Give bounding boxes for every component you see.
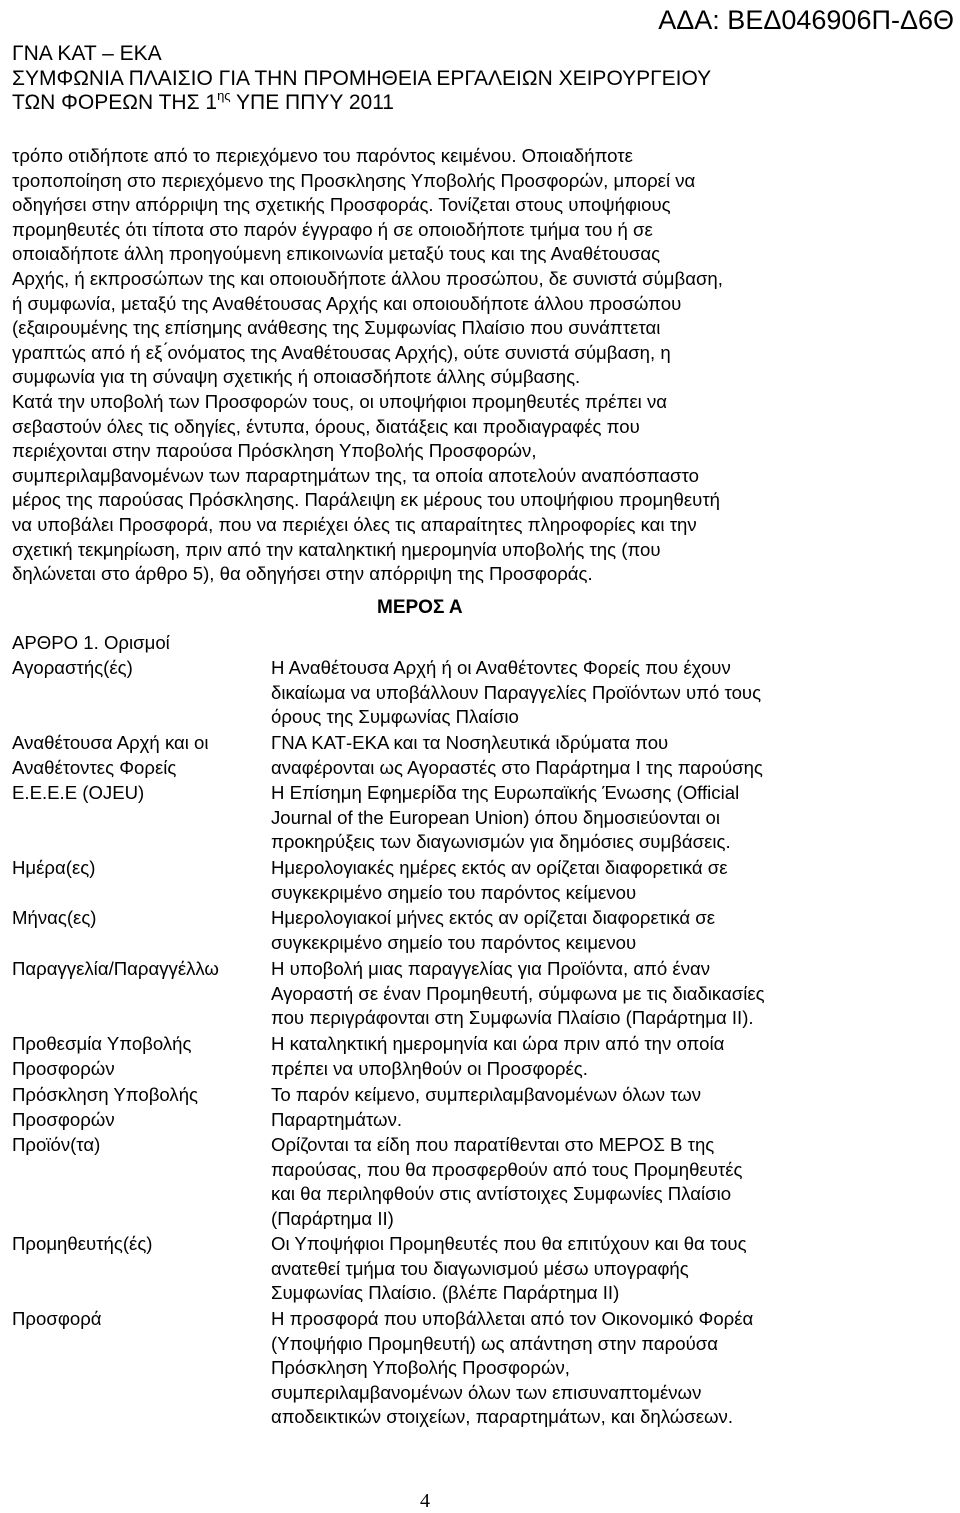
body-line: περιέχονται στην παρούσα Πρόσκληση Υποβολής Προσφορών,: [12, 440, 537, 462]
definition-term-line: Ημέρα(ες): [12, 857, 96, 878]
page-number: 4: [420, 1490, 430, 1512]
definition-term: [12, 1307, 267, 1332]
definition-description-line: συγκεκριμένο σημείο του παρόντος κείμενου: [271, 881, 637, 903]
definition-term-line: Προσφορών: [12, 1108, 115, 1130]
definition-description-line: αποδεικτικών στοιχείων, παραρτημάτων, και δηλώσεων.: [271, 1406, 734, 1428]
body-line: Αρχής, ή εκπροσώπων της και οποιουδήποτε άλλου προσώπου, δε συνιστά σύμβαση,: [12, 267, 723, 289]
definition-description-line: ανατεθεί τμήμα του διαγωνισμού μέσω υπογραφής: [271, 1257, 689, 1279]
definition-term: [12, 906, 267, 931]
definition-description-line: Οι Υποψήφιοι Προμηθευτές που θα επιτύχουν και θα τους: [271, 1233, 747, 1254]
definition-term-line: Πρόσκληση Υποβολής: [12, 1084, 198, 1105]
definition-description-line: Ημερολογιακοί μήνες εκτός αν ορίζεται διαφορετικά σε: [271, 907, 715, 928]
header-line-3: [12, 88, 711, 116]
definition-term: [12, 957, 267, 982]
definition-description-line: Journal of the European Union) όπου δημοσιεύονται οι: [271, 806, 720, 828]
definition-description-line: ΓΝΑ ΚΑΤ-ΕΚΑ και τα Νοσηλευτικά ιδρύματα που: [271, 732, 669, 753]
body-line: οδηγήσει στην απόρριψη της σχετικής Προσφοράς. Τονίζεται στους υποψήφιους: [12, 194, 671, 216]
definition-term: [12, 656, 267, 681]
body-line: τρόπο οτιδήποτε από το περιεχόμενο του παρόντος κειμένου. Οποιαδήποτε: [12, 145, 633, 166]
definition-term: [12, 781, 267, 806]
definition-description-line: που περιγράφονται στη Συμφωνία Πλαίσιο (Παράρτημα ΙΙ).: [271, 1007, 754, 1029]
body-line: σχετική τεκμηρίωση, πριν από την καταληκτική ημερομηνία υποβολής της (που: [12, 538, 661, 560]
body-line: ή συμφωνία, μεταξύ της Αναθέτουσας Αρχής και οποιουδήποτε άλλου προσώπου: [12, 292, 682, 314]
definition-description-line: συγκεκριμένο σημείο του παρόντος κειμενου: [271, 931, 637, 953]
header-line-3-a: ΤΩΝ ΦΟΡΕΩΝ ΤΗΣ 1: [12, 91, 218, 114]
body-paragraph: [12, 144, 952, 587]
definition-term-line: Παραγγελία/Παραγγέλλω: [12, 958, 219, 979]
definition-description: [271, 1307, 952, 1430]
definition-description-line: Η προσφορά που υποβάλλεται από τον Οικονομικό Φορέα: [271, 1308, 754, 1329]
definition-description-line: Η υποβολή μιας παραγγελίας για Προϊόντα, από έναν: [271, 958, 711, 979]
definition-description-line: (Παράρτημα ΙΙ): [271, 1207, 394, 1229]
definition-term: [12, 856, 267, 881]
definition-description-line: Παραρτημάτων.: [271, 1108, 403, 1130]
definition-description-line: Ορίζονται τα είδη που παρατίθενται στο ΜΕΡΟΣ Β της: [271, 1134, 715, 1155]
header-line-2: ΣΥΜΦΩΝΙΑ ΠΛΑΙΣΙΟ ΓΙΑ ΤΗΝ ΠΡΟΜΗΘΕΙΑ ΕΡΓΑΛΕΙΩΝ ΧΕΙΡΟΥΡΓΕΙΟΥ: [12, 66, 712, 90]
body-line: τροποποίηση στο περιεχόμενο της Προσκλησης Υποβολής Προσφορών, μπορεί να: [12, 169, 696, 191]
definition-term-line: Προθεσμία Υποβολής: [12, 1033, 192, 1054]
definition-description: [271, 656, 952, 730]
definition-description-line: παρούσας, που θα προσφερθούν από τους Προμηθευτές: [271, 1158, 743, 1180]
body-line: σεβαστούν όλες τις οδηγίες, έντυπα, όρους, διατάξεις και προδιαγραφές που: [12, 415, 640, 437]
body-line: γραπτώς από ή εξ ́ονόματος της Αναθέτουσας Αρχής), ούτε συνιστά σύμβαση, η: [12, 341, 671, 363]
definition-description: [271, 856, 952, 905]
definition-term-line: Μήνας(ες): [12, 907, 97, 928]
section-title: ΜΕΡΟΣ Α: [377, 597, 463, 618]
definition-term-line: Προσφορών: [12, 1057, 115, 1079]
definition-description-line: (Υποψήφιο Προμηθευτή) ως απάντηση στην παρούσα: [271, 1332, 718, 1354]
definition-description-line: Η Επίσημη Εφημερίδα της Ευρωπαϊκής Ένωσης (Official: [271, 782, 740, 803]
definition-description-line: Το παρόν κείμενο, συμπεριλαμβανομένων όλων των: [271, 1084, 702, 1105]
definition-description: [271, 781, 952, 855]
definition-description: [271, 1232, 952, 1306]
document-header: [12, 42, 711, 116]
definition-term-line: Προϊόν(τα): [12, 1134, 101, 1155]
definition-term: [12, 731, 267, 780]
body-line: να υποβάλει Προσφορά, που να περιέχει όλες τις απαραίτητες πληροφορίες και την: [12, 513, 697, 535]
definition-description: [271, 1133, 952, 1231]
definition-term-line: Αναθέτουσα Αρχή και οι: [12, 732, 209, 753]
definition-term-line: Αγοραστής(ές): [12, 657, 133, 678]
header-line-1: ΓΝΑ ΚΑΤ – ΕΚΑ: [12, 42, 162, 65]
definition-description-line: προκηρύξεις των διαγωνισμών για δημόσιες συμβάσεις.: [271, 831, 731, 853]
definition-description-line: Ημερολογιακές ημέρες εκτός αν ορίζεται διαφορετικά σε: [271, 857, 728, 878]
definition-description-line: και θα περιληφθούν στις αντίστοιχες Συμφωνίες Πλαίσιο: [271, 1183, 732, 1205]
body-line: δηλώνεται στο άρθρο 5), θα οδηγήσει στην απόρριψη της Προσφοράς.: [12, 563, 593, 585]
definition-description-line: δικαίωμα να υποβάλλουν Παραγγελίες Προϊόντων υπό τους: [271, 681, 762, 703]
definition-term: [12, 1232, 267, 1257]
body-line: μέρος της παρούσας Πρόσκλησης. Παράλειψη εκ μέρους του υποψήφιου προμηθευτή: [12, 489, 721, 511]
body-line: Κατά την υποβολή των Προσφορών τους, οι υποψήφιοι προμηθευτές πρέπει να: [12, 390, 668, 412]
definition-description: [271, 906, 952, 955]
definition-description: [271, 731, 952, 780]
definition-description: [271, 1083, 952, 1132]
body-line: οποιαδήποτε άλλη προηγούμενη επικοινωνία μεταξύ τους και της Αναθέτουσας: [12, 243, 661, 265]
definition-description-line: Αγοραστή σε έναν Προμηθευτή, σύμφωνα με τις διαδικασίες: [271, 982, 765, 1004]
article-title: ΑΡΘΡΟ 1. Ορισμοί: [12, 632, 170, 653]
definition-term-line: Προσφορά: [12, 1308, 102, 1329]
definition-term-line: Αναθέτοντες Φορείς: [12, 756, 177, 778]
definition-description-line: πρέπει να υποβληθούν οι Προσφορές.: [271, 1057, 588, 1079]
body-line: συμπεριλαμβανομένων των παραρτημάτων της, τα οποία αποτελούν αναπόσπαστο: [12, 464, 699, 486]
header-line-3-b: ΥΠΕ ΠΠΥΥ 2011: [230, 91, 394, 114]
definition-description-line: όρους της Συμφωνίας Πλαίσιο: [271, 706, 519, 728]
definition-description-line: Πρόσκληση Υποβολής Προσφορών,: [271, 1357, 570, 1379]
definition-description-line: Η καταληκτική ημερομηνία και ώρα πριν από την οποία: [271, 1033, 725, 1054]
definition-description: [271, 1032, 952, 1081]
header-superscript: ης: [217, 88, 231, 103]
definition-term-line: Προμηθευτής(ές): [12, 1233, 153, 1254]
body-line: προμηθευτές ότι τίποτα στο παρόν έγγραφο ή σε οποιοδήποτε τμήμα του ή σε: [12, 218, 653, 240]
definition-term: [12, 1083, 267, 1132]
body-line: (εξαιρουμένης της επίσημης ανάθεσης της Συμφωνίας Πλαίσιο που συνάπτεται: [12, 317, 661, 339]
ada-code: ΑΔΑ: ΒΕΔ046906Π-Δ6Θ: [658, 5, 954, 35]
definition-term: [12, 1133, 267, 1158]
definition-term-line: Ε.Ε.Ε.Ε (OJEU): [12, 782, 145, 803]
definition-description-line: Η Αναθέτουσα Αρχή ή οι Αναθέτοντες Φορείς που έχουν: [271, 657, 731, 678]
body-line: συμφωνία για τη σύναψη σχετικής ή οποιασδήποτε άλλης σύμβασης.: [12, 366, 581, 388]
definition-description: [271, 957, 952, 1031]
definition-description-line: Συμφωνίας Πλαίσιο. (βλέπε Παράρτημα ΙΙ): [271, 1282, 620, 1304]
definition-description-line: αναφέρονται ως Αγοραστές στο Παράρτημα Ι της παρούσης: [271, 756, 763, 778]
definition-term: [12, 1032, 267, 1081]
definition-description-line: συμπεριλαμβανομένων όλων των επισυναπτομένων: [271, 1381, 702, 1403]
